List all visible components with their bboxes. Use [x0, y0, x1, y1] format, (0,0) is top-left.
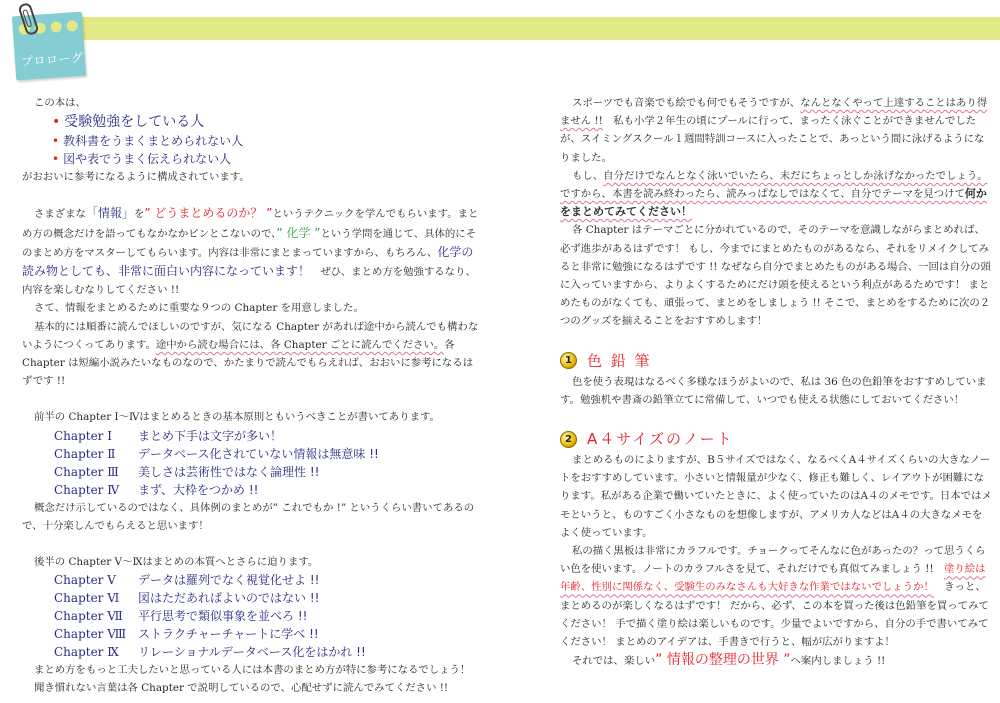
chapter-item: Chapter Ⅰ まとめ下手は文字が多い！ — [54, 428, 283, 443]
right-page — [560, 94, 992, 670]
chapter-item: Chapter Ⅸ リレーショナルデータベース化をはかれ !! — [54, 645, 366, 660]
tag-hole — [50, 21, 62, 33]
bullet-item: • 受験勉強をしている人 — [52, 114, 205, 131]
second-half-intro: 後半の Chapter Ⅴ～Ⅸはまとめの本質へとさらに迫ります。 — [34, 556, 319, 569]
paragraph-swimming: もし、自分だけでなんとなく泳いでいたら、未だにちょっとしか泳げなかったでしょう。ですから、本書を読み終わったら、読みっぱなしではなくて、自分でテーマを見つけて何かをまとめてみてください！ — [560, 169, 988, 219]
number-circle-icon: 1 — [560, 352, 577, 369]
number-circle-icon: 2 — [560, 431, 577, 448]
first-half-outro: 概念だけ示しているのではなく、具体例のまとめが” これでもか !” というくらい書いてあるので、十分楽しんでもらえると思います！ — [22, 501, 475, 532]
chapter-item: Chapter Ⅳ まず、大枠をつかめ !! — [54, 482, 259, 497]
item-body: まとめるものによりますが、B５サイズではなく、なるべくA４サイズくらいの大きなノートをおすすめしています。小さいと情報量が少なく、修正も難しく、レイアウトが困難になります。私がある企業で働いていたときに、よく使っていたのはA４のメモです。日本ではメモというと、ものすごく小さなものを想像しますが、アメリカ人などはA４の大きなメモをよく使っています。 — [560, 454, 992, 539]
paragraph-chapters: 各 Chapter はテーマごとに分かれているので、そのテーマを意識しながらまとめれば、必ず進歩があるはずです！ もし、今までにまとめたものがあるなら、それをリメイクしてみると非常に勉強になるはずです !! なぜなら自分でまとめたものがある場合、一回は自分の頭に入っていますから、よりよくするためにだけ頭を使えるという利点があるためです！ まとめたものがなくても、頑張って、まとめをしましょう !! そこで、まとめをするために次の２つのグッズを揃えることをおすすめします！ — [560, 224, 991, 328]
bullet-item: • 図や表でうまく伝えられない人 — [52, 152, 232, 167]
chapter-item: Chapter Ⅲ 美しさは芸術性ではなく論理性 !! — [54, 464, 320, 479]
paragraph-sports: スポーツでも音楽でも絵でも何でもそうですが、なんとなくやって上達することはあり得ません !! 私も小学２年生の頃にプールに行って、まったく泳ぐことができませんでしたが、スイミングスクール１週間特訓コースに入ったことで、あっという間に泳げるようになりました。 — [560, 97, 988, 164]
left-page — [22, 94, 482, 698]
paragraph-techniques: さまざまな「情報」を” どうまとめるのか？ ”というテクニックを学んでもらいます。まとめ方の概念だけを語ってもなかなかピンとこないので、” 化学 ”という学問を通じて、具体的にそのまとめ方をマスターしてもらいます。内容は非常にまとまっていますから、もちろん、化学の読み物としても、非常に面白い内容になっています！ ぜひ、まとめ方を勉強するなり、内容を楽しむなりしてください !! — [22, 206, 479, 297]
section-title: プロローグ — [20, 50, 84, 69]
paragraph-nine-chapters: さて、情報をまとめるために重要な９つの Chapter を用意しました。 — [34, 302, 364, 315]
chapter-item: Chapter Ⅴ データは羅列でなく視覚化せよ !! — [54, 573, 320, 588]
chapter-item: Chapter Ⅶ 平行思考で類似事象を並べろ !! — [54, 609, 308, 624]
closing-line: 聞き慣れない言葉は各 Chapter で説明しているので、心配せずに読んでみてください !! — [34, 682, 449, 695]
chapter-item: Chapter Ⅷ ストラクチャーチャートに学べ !! — [54, 627, 319, 642]
intro-line: この本は、 — [34, 97, 86, 109]
paragraph-reading-order: 基本的には順番に読んでほしいのですが、気になる Chapter があれば途中から読んでも構わないようにつくってあります。途中から読む場合には、各 Chapter ごとに読んでください。各 Chapter は短編小説みたいなものなので、かたまりで読んでもらえれば、おおいに参考になるはずです !! — [22, 320, 479, 388]
chapter-item: Chapter Ⅵ 図はただあればよいのではない !! — [54, 591, 320, 606]
header-banner — [78, 17, 1000, 40]
intro-end: がおおいに参考になるように構成されています。 — [22, 171, 250, 184]
item-heading: 1 色 鉛 筆 — [560, 349, 992, 373]
item-body: 色を使う表現はなるべく多様なほうがよいので、私は 36 色の色鉛筆をおすすめしています。勉強机や書斎の鉛筆立てに常備して、いつでも使える状態にしておいてください！ — [560, 375, 987, 406]
bullet-item: • 教科書をうまくまとめられない人 — [52, 134, 244, 149]
final-line: それでは、楽しい” 情報の整理の世界 ”へ案内しましょう !! — [572, 652, 886, 669]
paragraph-blackboard: 私の描く黒板は非常にカラフルです。チョークってそんなに色があったの？って思うくらい色を使います。ノートのカラフルさを見て、それだけでも真似てみましょう !! 塗り絵は年齢、性別に関係なく、受験生のみなさんも大好きな作業ではないでしょうか！ きっと、まとめるのが楽しくなるはずです！ だから、必ず、この本を買った後は色鉛筆を買ってみてください！ 手で描く塗り絵は楽しいものです。少量でよいですから、自分の手で書いてみてください！ まとめのアイデアは、手書きで行うと、幅が広がりますよ！ — [560, 545, 989, 649]
chapter-item: Chapter Ⅱ データベース化されていない情報は無意味 !! — [54, 446, 379, 461]
item-heading: 2 A４サイズのノート — [560, 427, 992, 451]
tag-hole — [66, 20, 78, 32]
closing-line: まとめ方をもっと工夫したいと思っている人には本書のまとめ方が特に参考になるでしょう！ — [34, 664, 471, 677]
first-half-intro: 前半の Chapter Ⅰ～Ⅳはまとめるときの基本原則ともいうべきことが書いてあります。 — [34, 411, 440, 424]
